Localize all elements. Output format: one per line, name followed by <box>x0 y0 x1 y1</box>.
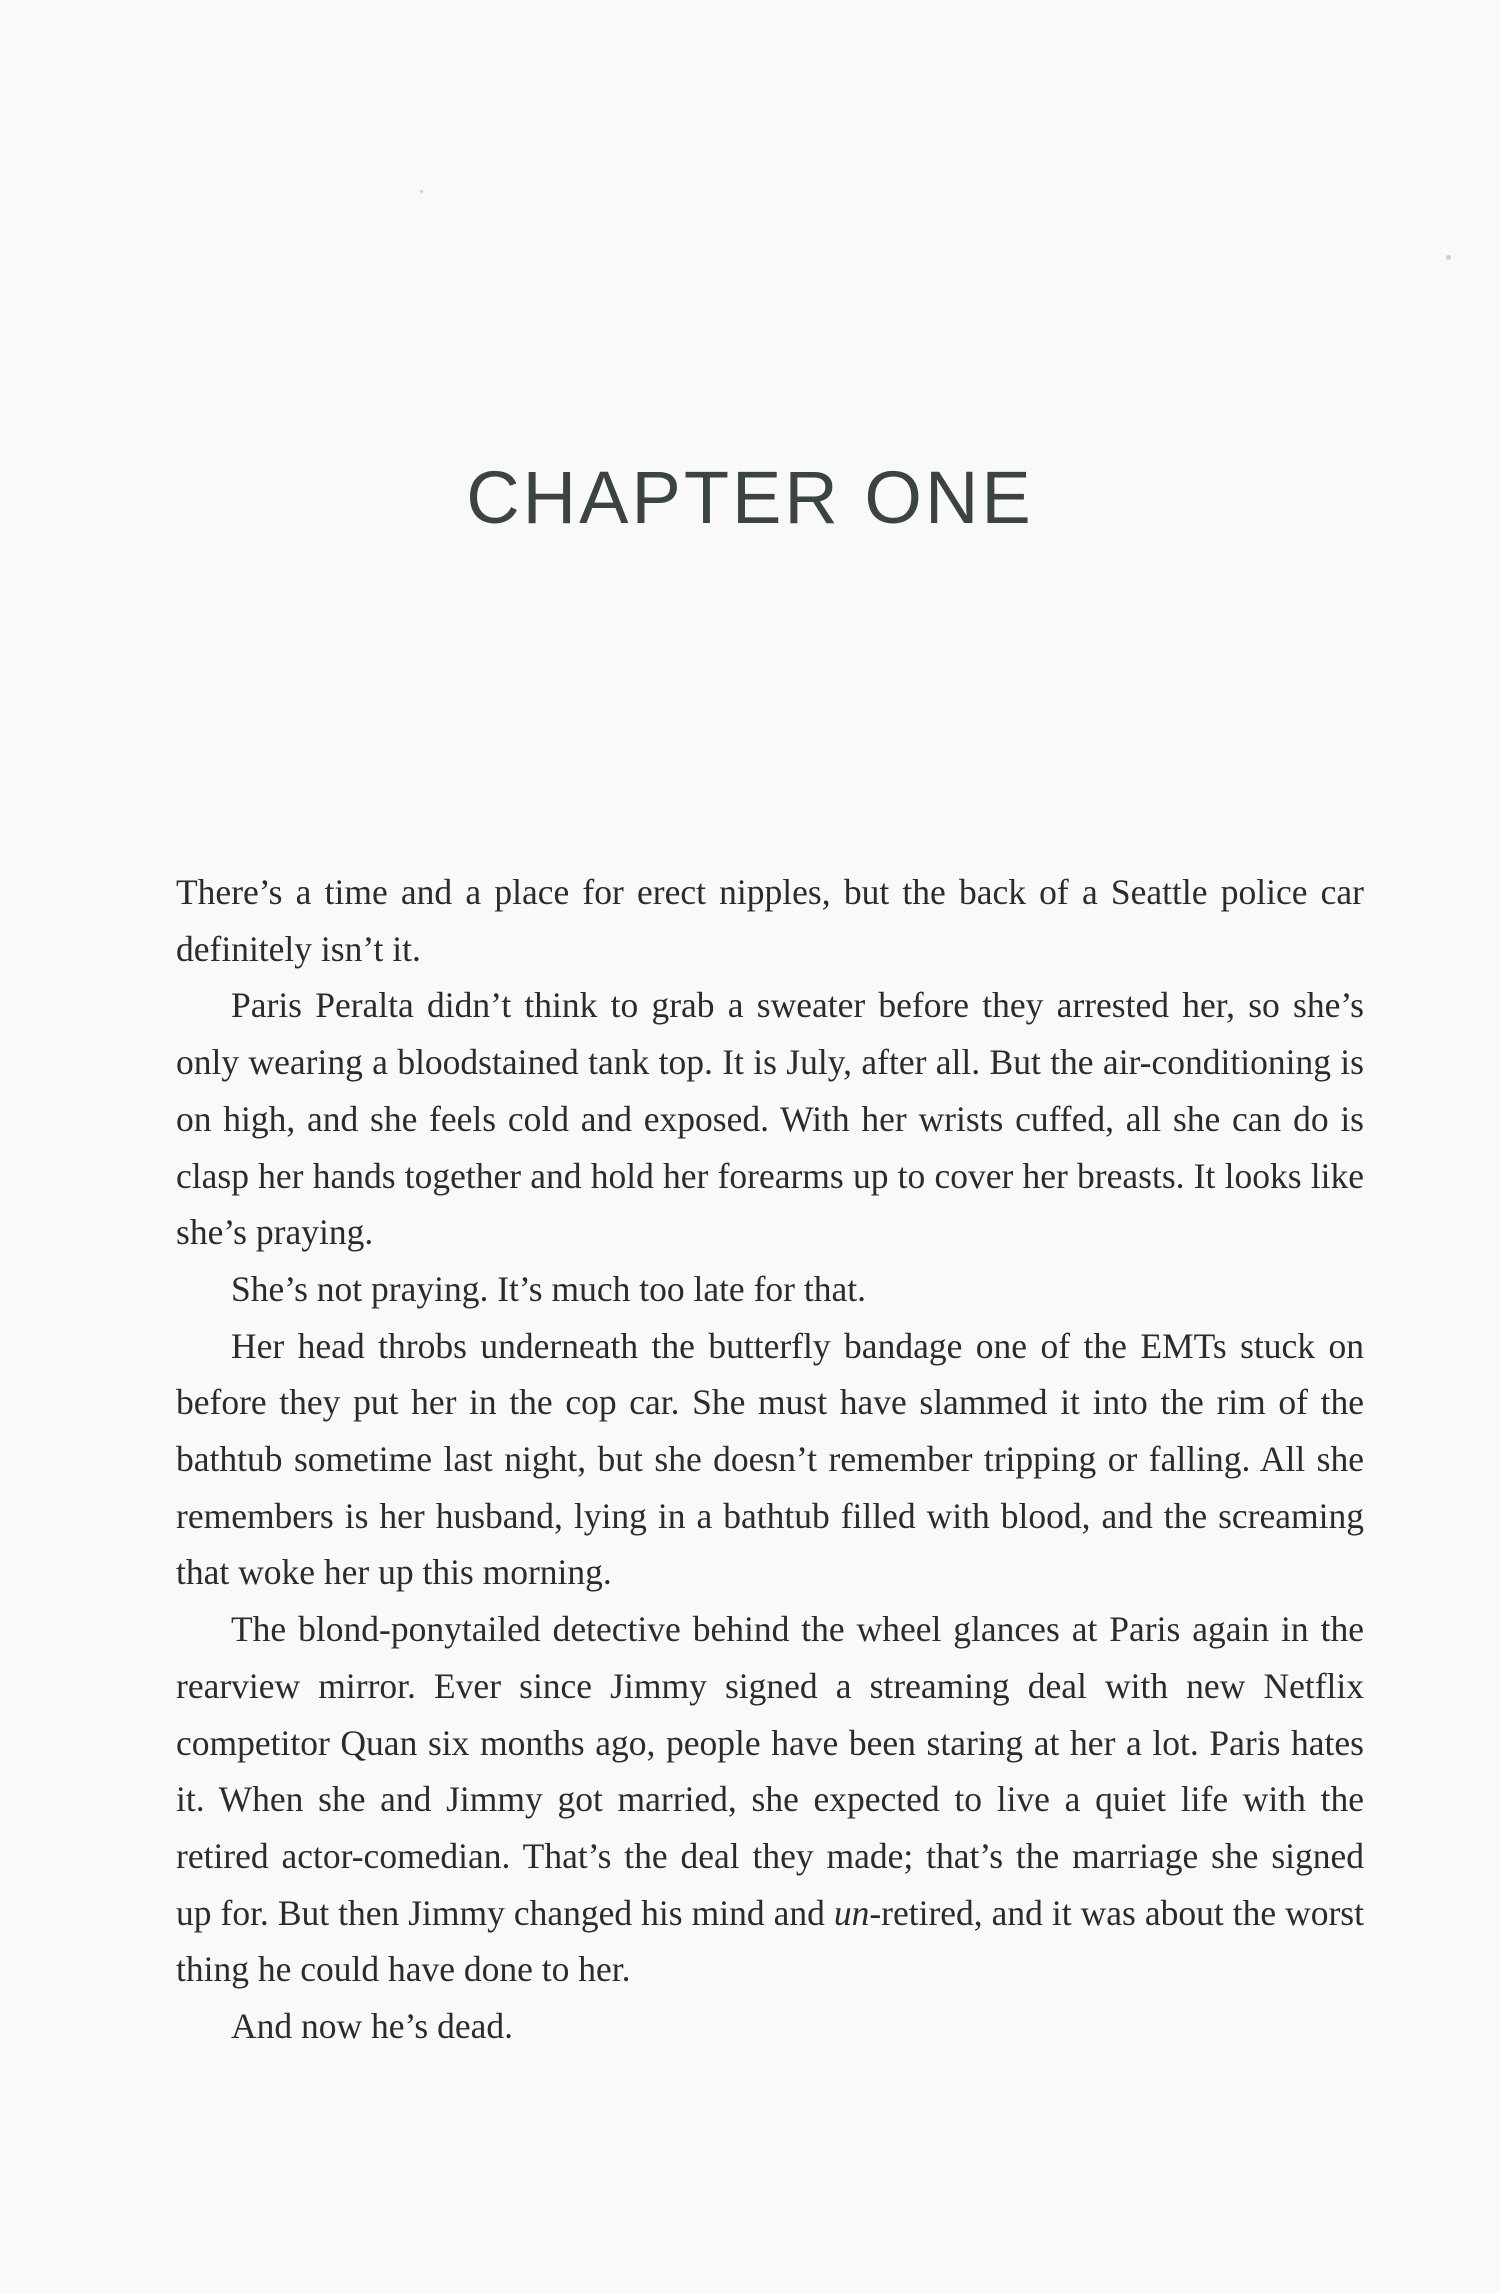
scan-speck <box>420 190 423 193</box>
paragraph-5 <box>176 1601 1364 1998</box>
scan-speck <box>1446 255 1451 260</box>
paragraph-1: There’s a time and a place for erect nipples, but the back of a Seattle police car definitely isn’t it. <box>176 872 1364 969</box>
paragraph-5-emphasis: un <box>833 1892 870 1933</box>
chapter-body <box>176 864 1364 2055</box>
paragraph-5-text-after: -retired, and it was about the worst thing he could have done to her. <box>176 1892 1364 1990</box>
paragraph-6: And now he’s dead. <box>231 2006 513 2047</box>
paragraph-5-text-before: The blond-ponytailed detective behind the wheel glances at Paris again in the rearview mirror. Ever since Jimmy signed a streaming deal with new Netflix competitor Quan six months ago, people have been staring at her a lot. Paris hates it. When she and Jimmy got married, she expected to live a quiet life with the retired actor-comedian. That’s the deal they made; that’s the marriage she signed up for. But then Jimmy changed his mind and <box>176 1609 1364 1933</box>
paragraph-3: She’s not praying. It’s much too late for that. <box>231 1268 866 1309</box>
paragraph-4: Her head throbs underneath the butterfly bandage one of the EMTs stuck on before they put her in the cop car. She must have slammed it into the rim of the bathtub sometime last night, but she doesn’t remember tripping or falling. All she remembers is her husband, lying in a bathtub filled with blood, and the screaming that woke her up this morning. <box>176 1325 1364 1593</box>
chapter-title: CHAPTER ONE <box>466 456 1034 539</box>
paragraph-2: Paris Peralta didn’t think to grab a sweater before they arrested her, so she’s only wearing a bloodstained tank top. It is July, after all. But the air-conditioning is on high, and she feels cold and exposed. With her wrists cuffed, all she can do is clasp her hands together and hold her forearms up to cover her breasts. It looks like she’s praying. <box>176 985 1364 1253</box>
